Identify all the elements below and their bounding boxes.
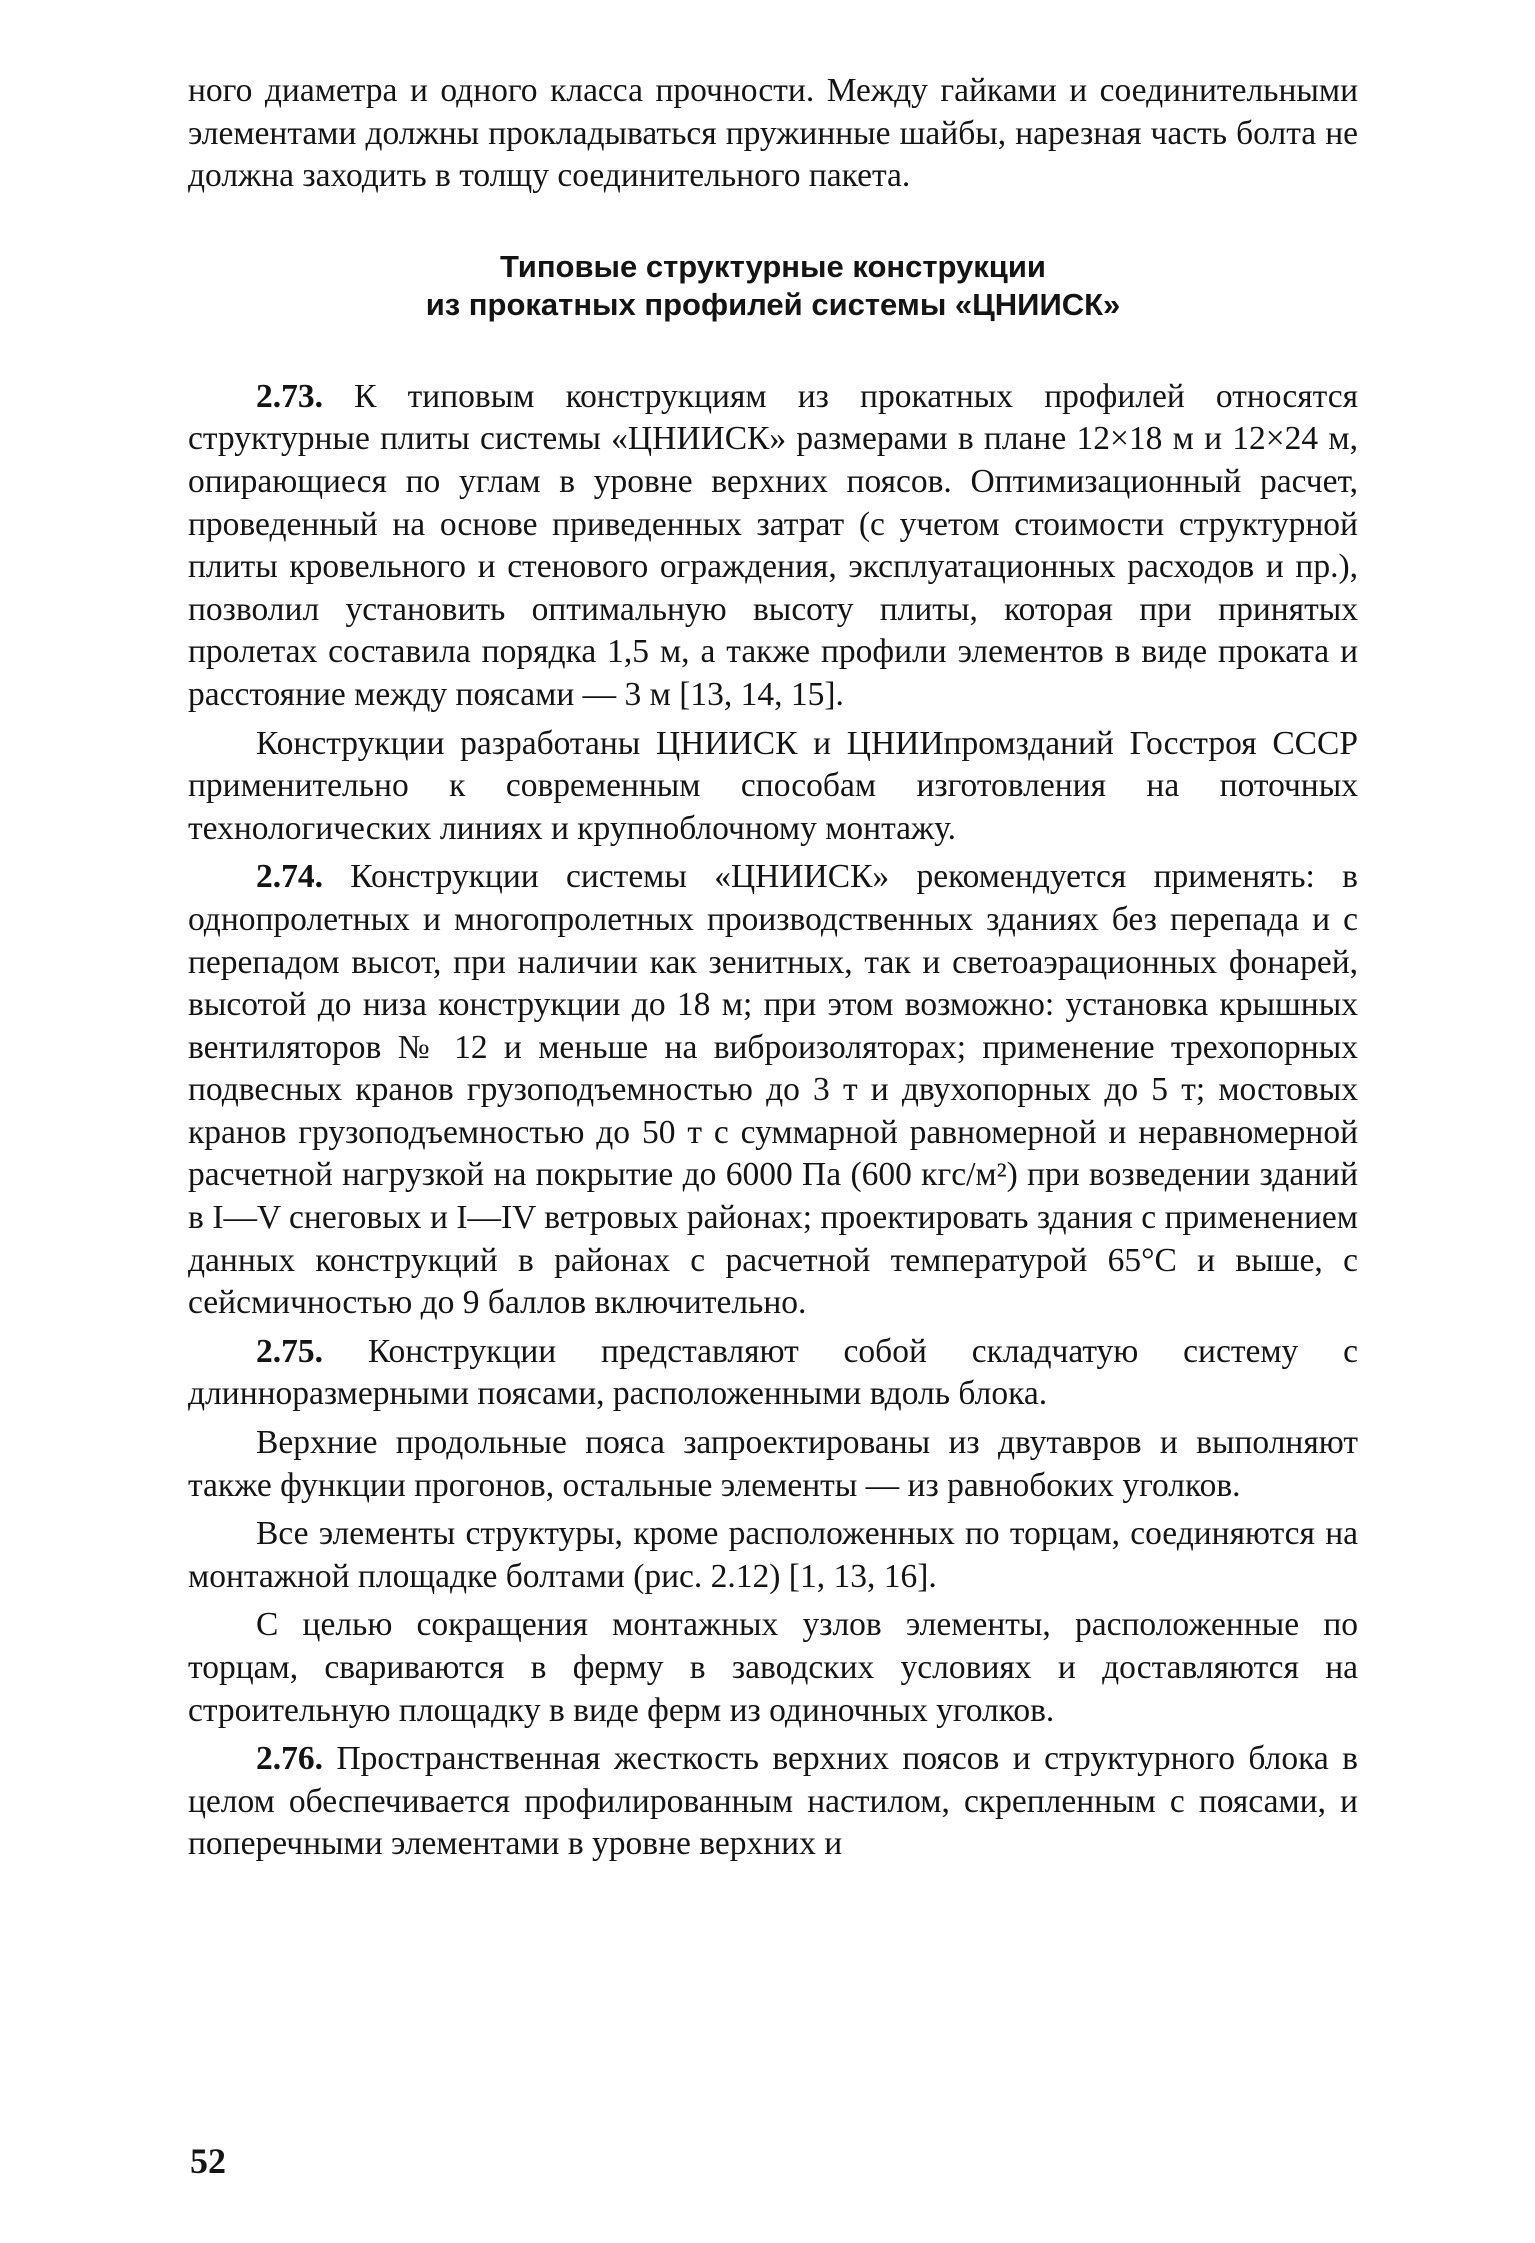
paragraph-text: Пространственная жесткость верхних поясов и структурного блока в целом обеспечивается профилированным настилом, скрепленным с поясами, и поперечными элементами в уровне верхних и [188, 1740, 1358, 1863]
paragraph-number: 2.73. [256, 377, 323, 415]
paragraph-upper-chords [188, 1422, 1358, 1507]
section-heading [188, 248, 1358, 324]
paragraph-text: К типовым конструкциям из прокатных профилей относятся структурные плиты системы «ЦНИИСК» размерами в плане 12×18 м и 12×24 м, опирающиеся по углам в уровне верхних поясов. Оптимизационный расчет, проведенный на основе приведенных затрат (с учетом стоимости структурной плиты кровельного и стенового ограждения, эксплуатационных расходов и пр.), позволил установить оптимальную высоту плиты, которая при принятых пролетах составила порядка 1,5 м, а также профили элементов в виде проката и расстояние между поясами — 3 м [13, 14, 15]. [188, 377, 1358, 713]
paragraph-text: Конструкции разработаны ЦНИИСК и ЦНИИпромзданий Госстроя СССР применительно к современным способам изготовления на поточных технологических линиях и крупноблочному монтажу. [188, 724, 1358, 847]
paragraph-end-trusses [188, 1604, 1358, 1732]
intro-paragraph: ного диаметра и одного класса прочности. Между гайками и соединительными элементами должны прокладываться пружинные шайбы, нарезная часть болта не должна заходить в толщу соединительного пакета. [188, 72, 1358, 195]
paragraph-developers [188, 723, 1358, 851]
paragraph-2-75 [188, 1331, 1358, 1416]
paragraph-text: Конструкции представляют собой складчатую систему с длинноразмерными поясами, расположенными вдоль блока. [188, 1332, 1358, 1413]
page-number: 52 [190, 2141, 226, 2181]
paragraph-number: 2.76. [256, 1740, 323, 1778]
paragraph-2-76 [188, 1738, 1358, 1866]
section-heading-line-1: Типовые структурные конструкции [500, 248, 1046, 284]
paragraph-text: Все элементы структуры, кроме расположенных по торцам, соединяются на монтажной площадке болтами (рис. 2.12) [1, 13, 16]. [188, 1515, 1358, 1595]
page-body [188, 70, 1358, 1866]
paragraph-text: С целью сокращения монтажных узлов элементы, расположенные по торцам, свариваются в ферму в заводских условиях и доставляются на строительную площадку в виде ферм из одиночных уголков. [188, 1606, 1358, 1729]
paragraph-text: Верхние продольные пояса запроектированы из двутавров и выполняют также функции прогонов, остальные элементы — из равнобоких уголков. [188, 1424, 1358, 1504]
paragraph-number: 2.75. [256, 1332, 323, 1370]
section-heading-line-2: из прокатных профилей системы «ЦНИИСК» [425, 286, 1121, 322]
paragraph-number: 2.74. [256, 858, 323, 896]
paragraph-bolted-elements [188, 1513, 1358, 1598]
paragraph-text: Конструкции системы «ЦНИИСК» рекомендуется применять: в однопролетных и многопролетных производственных зданиях без перепада и с перепадом высот, при наличии как зенитных, так и светоаэрационных фонарей, высотой до низа конструкции до 18 м; при этом возможно: установка крышных вентиляторов № 12 и меньше на виброизоляторах; применение трехопорных подвесных кранов грузоподъемностью до 3 т и двухопорных до 5 т; мостовых кранов грузоподъемностью до 50 т с суммарной равномерной и неравномерной расчетной нагрузкой на покрытие до 6000 Па (600 кгс/м²) при возведении зданий в I—V снеговых и I—IV ветровых районах; проектировать здания с применением данных конструкций в районах с расчетной температурой 65°С и выше, с сейсмичностью до 9 баллов включительно. [188, 858, 1358, 1322]
paragraph-2-73 [188, 376, 1358, 717]
paragraph-2-74 [188, 856, 1358, 1325]
